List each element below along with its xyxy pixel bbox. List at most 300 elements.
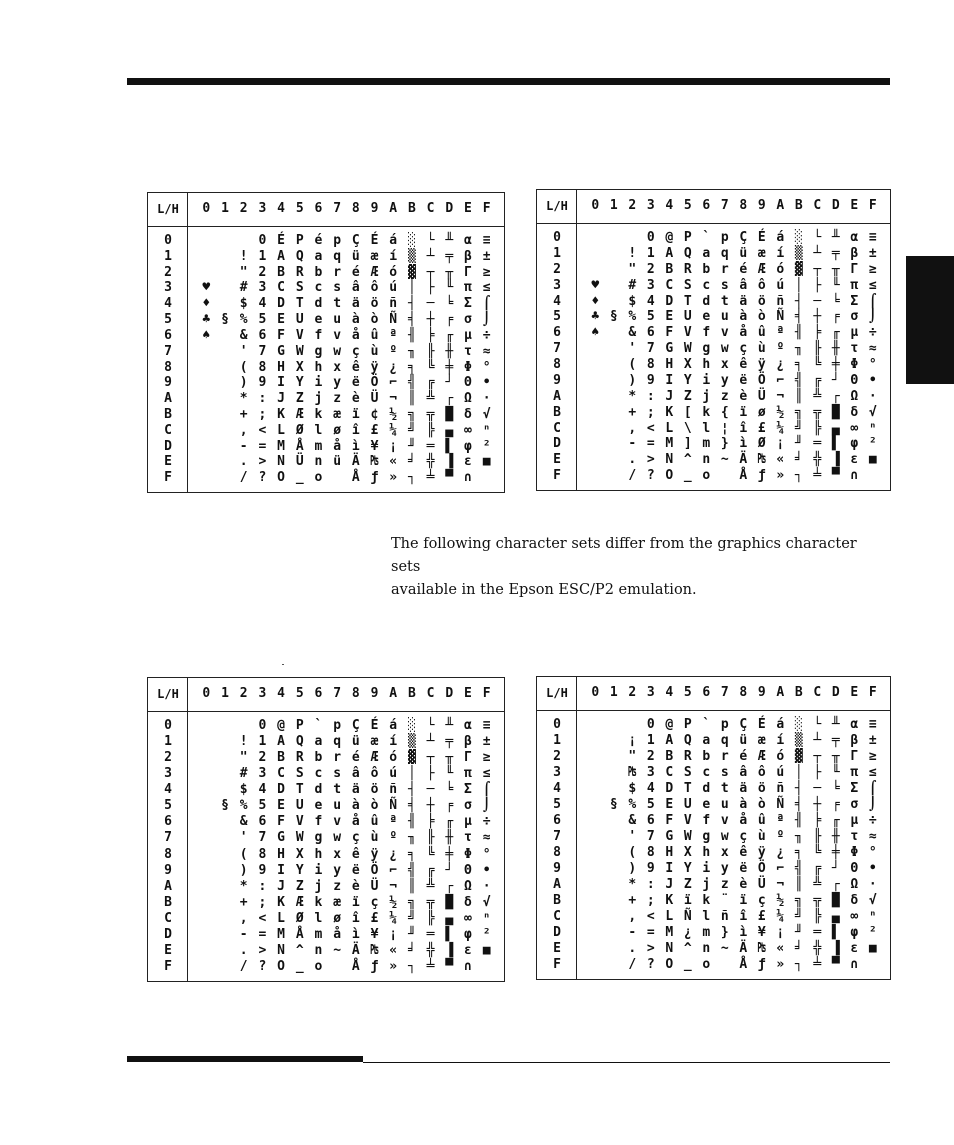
char-cell: 6: [258, 327, 267, 343]
char-cell: Ñ: [776, 797, 785, 812]
char-cell: 0: [646, 230, 655, 245]
char-cell: │: [407, 766, 416, 782]
char-cell: ┌: [831, 877, 840, 892]
char-cell: å: [351, 327, 360, 343]
char-cell: ╛: [407, 454, 416, 470]
char-cell: u: [333, 312, 342, 328]
char-cell: ┴: [813, 733, 822, 748]
row-header: A: [553, 388, 561, 404]
char-cell: Å: [295, 438, 304, 454]
char-cell: τ: [850, 829, 859, 844]
char-cell: u: [720, 797, 729, 812]
char-cell: ç: [757, 893, 766, 908]
char-cell: ^: [295, 942, 304, 958]
char-cell: π: [464, 280, 472, 296]
char-cell: ▐: [831, 452, 840, 468]
char-cell: T: [295, 296, 304, 312]
char-cell: &: [239, 327, 248, 343]
char-cell: Æ: [295, 894, 304, 910]
char-cell: J: [665, 877, 674, 892]
char-cell: ó: [776, 749, 785, 764]
char-cell: ε: [464, 942, 472, 958]
char-cell: σ: [850, 309, 859, 325]
char-cell: ╬: [426, 454, 435, 470]
char-cell: â: [739, 765, 748, 780]
char-cell: X: [683, 845, 692, 860]
char-cell: X: [295, 846, 304, 862]
char-cell: S: [295, 766, 304, 782]
char-cell: û: [757, 325, 766, 341]
char-cell: .: [628, 452, 637, 468]
char-cell: ╞: [426, 814, 435, 830]
char-cell: î: [351, 910, 360, 926]
char-cell: à: [739, 797, 748, 812]
char-cell: ª: [776, 813, 785, 828]
char-cell: +: [239, 406, 248, 422]
char-cell: ╕: [407, 359, 416, 375]
row-header: 1: [164, 248, 172, 264]
char-cell: O: [665, 468, 674, 484]
char-cell: ■: [868, 452, 877, 468]
char-cell: •: [868, 861, 877, 876]
char-cell: å: [333, 438, 342, 454]
char-cell: .: [628, 941, 637, 956]
char-cell: L: [665, 909, 674, 924]
char-cell: β: [464, 248, 472, 264]
char-cell: á: [776, 230, 785, 245]
char-cell: $: [628, 781, 637, 796]
char-cell: é: [739, 749, 748, 764]
char-cell: Å: [351, 470, 360, 486]
char-cell: ┐: [407, 958, 416, 974]
column-header: E: [850, 685, 859, 700]
char-cell: æ: [370, 248, 379, 264]
char-cell: σ: [464, 312, 472, 328]
char-cell: v: [720, 813, 729, 828]
char-cell: ┤: [407, 782, 416, 798]
char-cell: ─: [813, 781, 822, 796]
char-cell: »: [776, 468, 785, 484]
char-cell: -: [239, 926, 248, 942]
char-cell: Z: [295, 878, 304, 894]
char-cell: ╚: [813, 845, 822, 860]
char-cell: N: [665, 452, 674, 468]
char-cell: +: [628, 893, 637, 908]
char-cell: Θ: [464, 862, 472, 878]
column-header: 7: [720, 198, 729, 213]
char-cell: ║: [407, 391, 416, 407]
char-cell: ╘: [445, 782, 454, 798]
row-header: 7: [553, 341, 561, 357]
char-cell: :: [258, 391, 267, 407]
char-cell: ┘: [445, 862, 454, 878]
footer-thick-rule: [127, 1056, 363, 1062]
char-cell: Y: [683, 372, 692, 388]
char-cell: ·: [868, 388, 877, 404]
char-cell: /: [239, 958, 248, 974]
char-cell: δ: [464, 894, 472, 910]
char-cell: }: [720, 925, 729, 940]
char-cell: £: [757, 909, 766, 924]
char-cell: ë: [351, 862, 360, 878]
char-cell: í: [389, 734, 398, 750]
char-cell: e: [314, 312, 323, 328]
char-cell: ú: [389, 280, 398, 296]
char-cell: ╓: [831, 325, 840, 341]
char-cell: A: [665, 733, 674, 748]
char-cell: ~: [720, 452, 729, 468]
char-cell: ~: [720, 941, 729, 956]
column-header: 0: [591, 685, 600, 700]
char-cell: +: [239, 894, 248, 910]
char-cell: /: [239, 470, 248, 486]
char-cell: ∩: [464, 470, 472, 486]
char-cell: ⌐: [389, 375, 398, 391]
char-cell: ë: [351, 375, 360, 391]
char-cell: │: [794, 277, 803, 293]
char-cell: N: [665, 941, 674, 956]
char-cell: O: [665, 957, 674, 972]
char-cell: Ü: [757, 388, 766, 404]
column-header: 5: [683, 198, 692, 213]
char-cell: ▓: [794, 261, 803, 277]
char-cell: r: [333, 750, 342, 766]
char-cell: h: [702, 357, 711, 372]
char-cell: U: [683, 797, 692, 812]
char-cell: h: [314, 846, 323, 862]
char-cell: F: [277, 327, 285, 343]
char-cell: É: [757, 717, 766, 732]
char-cell: ╪: [445, 846, 454, 862]
row-header: A: [164, 391, 172, 407]
char-cell: ▀: [445, 470, 454, 486]
char-cell: c: [702, 765, 711, 780]
char-cell: ⌠: [482, 782, 491, 798]
char-cell: ÷: [868, 813, 877, 828]
top-rule: [127, 78, 890, 85]
char-cell: c: [314, 280, 323, 296]
char-cell: ²: [868, 925, 877, 940]
char-cell: >: [258, 942, 267, 958]
char-cell: 7: [646, 829, 655, 844]
char-cell: $: [239, 296, 248, 312]
char-cell: à: [739, 309, 748, 325]
char-cell: e: [702, 309, 711, 325]
char-cell: ƒ: [757, 957, 766, 972]
char-cell: α: [850, 230, 859, 245]
char-cell: ╠: [426, 910, 435, 926]
char-cell: l: [314, 422, 323, 438]
char-cell: ╘: [831, 293, 840, 309]
char-cell: î: [739, 909, 748, 924]
char-cell: Φ: [464, 359, 472, 375]
char-cell: ╒: [831, 309, 840, 325]
char-cell: ε: [850, 452, 859, 468]
char-cell: ╥: [831, 261, 840, 277]
char-cell: æ: [333, 894, 342, 910]
char-cell: 3: [646, 277, 655, 293]
char-cell: ┘: [831, 372, 840, 388]
char-cell: S: [683, 277, 692, 293]
char-cell: ─: [426, 296, 435, 312]
char-cell: î: [351, 422, 360, 438]
char-cell: 5: [646, 797, 655, 812]
char-cell: T: [295, 782, 304, 798]
row-header: 0: [553, 230, 561, 245]
char-cell: J: [665, 388, 674, 404]
char-cell: â: [739, 277, 748, 293]
row-header: E: [553, 452, 561, 468]
char-cell: e: [702, 797, 711, 812]
char-cell: e: [314, 798, 323, 814]
char-cell: %: [239, 312, 248, 328]
row-header: 9: [164, 862, 172, 878]
char-cell: ┐: [794, 957, 803, 972]
char-cell: ╕: [794, 357, 803, 372]
row-header: E: [164, 942, 172, 958]
char-cell: Ñ: [389, 798, 398, 814]
char-cell: k: [702, 404, 711, 420]
char-cell: τ: [464, 830, 472, 846]
char-cell: j: [702, 877, 711, 892]
char-cell: ⌠: [868, 781, 877, 796]
char-cell: f: [702, 325, 711, 341]
char-cell: (: [628, 845, 637, 860]
char-cell: ╠: [813, 909, 822, 924]
char-cell: §: [609, 309, 618, 325]
footer-thin-rule: [363, 1062, 890, 1063]
char-cell: ≥: [482, 264, 491, 280]
char-cell: Θ: [850, 372, 859, 388]
char-cell: Ç: [739, 717, 748, 732]
char-cell: &: [628, 813, 637, 828]
char-cell: √: [868, 404, 877, 420]
char-cell: «: [389, 454, 398, 470]
chapter-tab: [906, 256, 954, 384]
char-cell: n: [702, 452, 711, 468]
char-cell: Æ: [370, 264, 379, 280]
column-header: E: [464, 201, 472, 216]
char-cell: Ü: [370, 391, 379, 407]
char-cell: ó: [389, 750, 398, 766]
char-cell: ò: [370, 798, 379, 814]
charset-table-3: [147, 677, 505, 982]
char-cell: &: [239, 814, 248, 830]
char-cell: ⌡: [868, 309, 877, 325]
row-header: F: [164, 958, 172, 974]
char-cell: c: [314, 766, 323, 782]
row-header: B: [553, 404, 561, 420]
char-cell: ²: [868, 436, 877, 452]
char-cell: Ω: [464, 878, 472, 894]
column-header: 1: [609, 198, 618, 213]
char-cell: _: [683, 468, 692, 484]
char-cell: ╠: [426, 422, 435, 438]
char-cell: ±: [482, 248, 491, 264]
char-cell: q: [333, 734, 342, 750]
char-cell: q: [333, 248, 342, 264]
char-cell: Ö: [757, 861, 766, 876]
char-cell: ░: [407, 718, 416, 733]
char-cell: °: [482, 359, 491, 375]
char-cell: U: [295, 798, 304, 814]
char-cell: ╔: [426, 862, 435, 878]
column-header: 5: [683, 685, 692, 700]
char-cell: ╨: [445, 718, 454, 733]
char-cell: ╖: [407, 830, 416, 846]
column-header: F: [868, 685, 877, 700]
char-cell: ╖: [794, 341, 803, 357]
char-cell: ┌: [445, 878, 454, 894]
char-cell: Σ: [850, 293, 859, 309]
char-cell: 3: [258, 280, 267, 296]
char-cell: ≈: [868, 829, 877, 844]
row-header: 5: [164, 312, 172, 328]
char-cell: y: [720, 861, 729, 876]
char-cell: φ: [464, 926, 472, 942]
char-cell: /: [628, 468, 637, 484]
column-header: 6: [314, 686, 323, 701]
char-cell: ?: [258, 470, 267, 486]
column-header: 3: [258, 201, 267, 216]
char-cell: ╖: [407, 343, 416, 359]
char-cell: <: [646, 909, 655, 924]
char-cell: ½: [776, 893, 785, 908]
char-cell: ╣: [407, 862, 416, 878]
char-cell: Ü: [295, 454, 304, 470]
row-header: 4: [164, 782, 172, 798]
char-cell: 4: [646, 293, 655, 309]
char-cell: z: [333, 878, 342, 894]
char-cell: ║: [407, 878, 416, 894]
char-cell: °: [868, 357, 877, 372]
char-cell: K: [665, 404, 674, 420]
char-cell: p: [333, 233, 342, 248]
column-header: C: [813, 685, 822, 700]
column-header: 8: [739, 198, 748, 213]
char-cell: Z: [683, 388, 692, 404]
char-cell: n: [702, 941, 711, 956]
char-cell: ê: [739, 357, 748, 372]
char-cell: ≡: [482, 233, 491, 248]
row-header: B: [164, 894, 172, 910]
char-cell: +: [628, 404, 637, 420]
char-cell: ±: [868, 733, 877, 748]
char-cell: i: [314, 375, 323, 391]
char-cell: Ä: [351, 942, 360, 958]
char-cell: ═: [813, 925, 822, 940]
char-cell: ▒: [407, 734, 416, 750]
char-cell: F: [277, 814, 285, 830]
char-cell: l: [314, 910, 323, 926]
char-cell: »: [389, 958, 398, 974]
char-cell: ÷: [482, 814, 491, 830]
char-cell: ±: [482, 734, 491, 750]
char-cell: ;: [258, 894, 267, 910]
char-cell: L: [277, 910, 285, 926]
char-cell: ε: [464, 454, 472, 470]
char-cell: ï: [683, 893, 692, 908]
row-header: 5: [553, 797, 561, 812]
char-cell: ~: [333, 942, 342, 958]
char-cell: ┴: [426, 734, 435, 750]
column-header: 0: [591, 198, 600, 213]
char-cell: ñ: [776, 293, 785, 309]
char-cell: ^: [683, 452, 692, 468]
char-cell: W: [295, 830, 304, 846]
char-cell: ): [628, 861, 637, 876]
char-cell: #: [239, 766, 248, 782]
char-cell: x: [333, 846, 342, 862]
char-cell: ╫: [445, 830, 454, 846]
char-cell: ╩: [426, 391, 435, 407]
char-cell: ▐: [831, 941, 840, 956]
char-cell: =: [646, 436, 655, 452]
char-cell: ?: [646, 957, 655, 972]
char-cell: J: [277, 878, 285, 894]
char-cell: v: [720, 325, 729, 341]
char-cell: §: [221, 312, 229, 328]
column-header: B: [794, 685, 803, 700]
corner-label: L/H: [546, 199, 568, 213]
column-header: 9: [757, 685, 766, 700]
char-cell: └: [426, 233, 435, 248]
char-cell: ♠: [202, 327, 211, 343]
char-cell: â: [351, 766, 360, 782]
char-cell: ì: [351, 926, 360, 942]
char-cell: j: [702, 388, 711, 404]
char-cell: ¬: [776, 388, 785, 404]
char-cell: a: [314, 248, 323, 264]
char-cell: d: [702, 781, 711, 796]
char-cell: é: [739, 261, 748, 277]
column-header: 2: [628, 685, 637, 700]
char-cell: m: [314, 438, 323, 454]
char-cell: ═: [426, 438, 435, 454]
char-cell: ê: [739, 845, 748, 860]
char-cell: ▓: [407, 264, 416, 280]
column-header: F: [482, 686, 491, 701]
row-header: C: [164, 422, 172, 438]
row-header: A: [553, 877, 561, 892]
char-cell: ╙: [831, 765, 840, 780]
char-cell: f: [314, 327, 323, 343]
char-cell: S: [295, 280, 304, 296]
char-cell: ═: [813, 436, 822, 452]
char-cell: -: [628, 925, 637, 940]
char-cell: ÿ: [757, 845, 766, 860]
char-cell: t: [333, 296, 342, 312]
char-cell: (: [239, 846, 248, 862]
char-cell: ╣: [794, 372, 803, 388]
char-cell: D: [277, 296, 285, 312]
char-cell: ╤: [831, 245, 840, 261]
char-cell: w: [333, 830, 342, 846]
char-cell: ╛: [407, 942, 416, 958]
column-header: 8: [351, 686, 360, 701]
char-cell: ─: [426, 782, 435, 798]
char-cell: ╛: [794, 941, 803, 956]
char-cell: æ: [370, 734, 379, 750]
row-header: A: [164, 878, 172, 894]
row-header: C: [553, 909, 561, 924]
row-header: 8: [553, 357, 561, 372]
char-cell: ¡: [628, 733, 637, 748]
char-cell: ┼: [813, 797, 822, 812]
char-cell: ü: [739, 245, 748, 261]
char-cell: ╜: [794, 436, 803, 452]
char-cell: `: [702, 717, 711, 732]
